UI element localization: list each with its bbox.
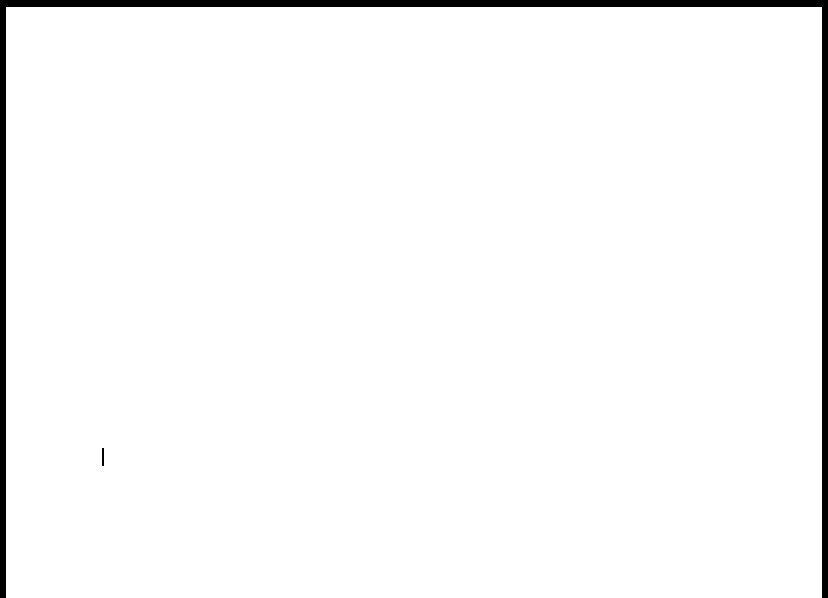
text-cursor	[102, 448, 104, 466]
illustration-1	[6, 7, 822, 598]
document-page	[6, 7, 822, 598]
